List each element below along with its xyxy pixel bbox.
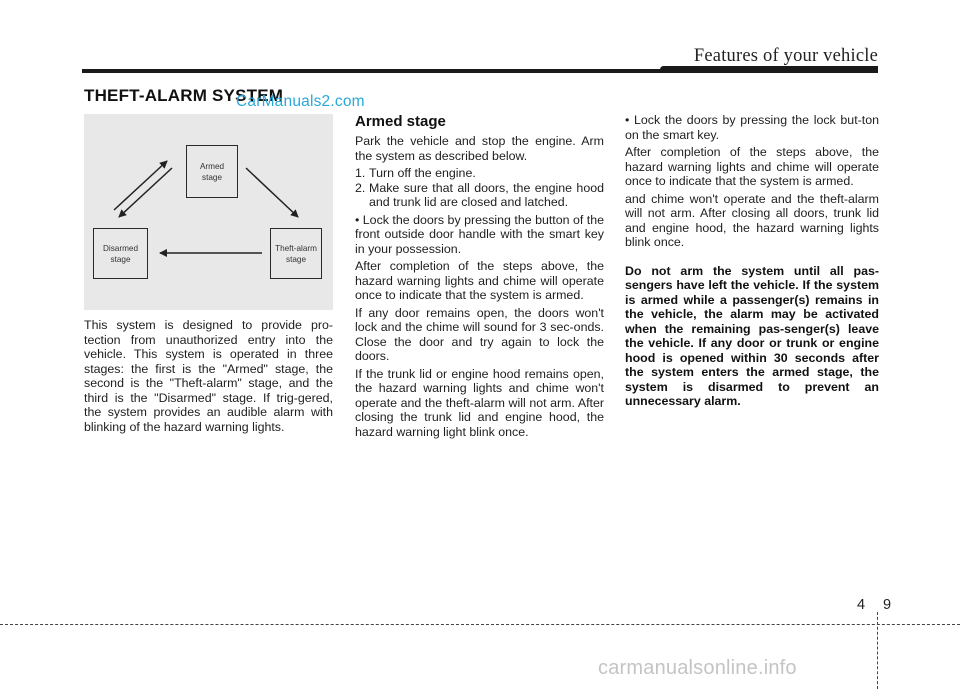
disarmed-stage-box [93,228,148,279]
armed-confirm-paragraph: After completion of the steps above, the hazard warning lights and chime will operate once to indicate that the system is armed. [355,259,604,302]
step-1 [355,166,604,181]
column-3 [625,113,879,412]
disarmed-stage-label-line1: Disarmed [102,243,139,253]
door-open-paragraph: If any door remains open, the doors won't lock and the chime will sound for 3 sec-onds. Close the door and try again to lock the doors. [355,305,604,363]
bullet-lock-smart-key: • Lock the doors by pressing the lock but-ton on the smart key. [625,113,879,142]
step-2-text: Make sure that all doors, the engine hood and trunk lid are closed and latched. [369,180,604,209]
intro-paragraph: This system is designed to provide pro-tection from unauthorized entry into the vehicle. This system is operated in three stages: the first is the "Armed" stage, the second is the "Theft-alarm" stage, and the third is the "Disarmed" stage. If trig-gered, the system provides an audible alarm with blinking of the hazard warning lights. [84,318,333,434]
header-rule-tab [660,66,878,73]
diagram-arrows [84,114,333,310]
trunk-hood-open-paragraph: If the trunk lid or engine hood remains open, the hazard warning lights and chime won't operate and the theft-alarm will not arm. After closing the trunk lid and engine hood, the hazard warning light blink once. [355,366,604,439]
arrow-disarmed-to-armed [114,161,167,210]
step-2-number: 2. [355,180,366,195]
theft-alarm-stage-label-line1: Theft-alarm [275,243,317,253]
disarmed-stage-label-line2: stage [110,254,131,264]
warning-paragraph: Do not arm the system until all pas-sengers have left the vehicle. If the system is armed while a passenger(s) remains in the vehicle, the alarm may be activated when the remaining pas-senger(s) leave the vehicle. If any door or trunk or engine hood is opened within 30 seconds after the system enters the armed stage, the system is disarmed to prevent an unnecessary alarm. [625,263,879,408]
footer-divider [877,612,878,689]
armed-intro-paragraph: Park the vehicle and stop the engine. Arm the system as described below. [355,134,604,163]
footer-rule [0,624,960,625]
arrow-armed-to-theft [246,168,298,217]
step-1-number: 1. [355,166,366,180]
column-2 [355,113,604,442]
armed-stage-heading: Armed stage [355,113,446,130]
armed-stage-box [186,145,238,198]
armed-confirm-paragraph-2: After completion of the steps above, the hazard warning lights and chime will operate once to indicate that the system is armed. [625,145,879,188]
bullet-lock-door-handle: • Lock the doors by pressing the button of the front outside door handle with the smart key in your possession. [355,212,604,256]
step-1-text: Turn off the engine. [369,166,476,180]
step-2 [355,181,604,210]
alarm-stage-diagram [84,114,333,310]
section-title: THEFT-ALARM SYSTEM [84,86,284,105]
watermark-bottom: carmanualsonline.info [598,657,797,679]
chime-paragraph: and chime won't operate and the theft-alarm will not arm. After closing all doors, trunk lid and engine hood, the hazard warning lights blink once. [625,191,879,249]
page-header-title: Features of your vehicle [693,46,878,66]
column-1 [84,318,333,437]
armed-stage-label-line1: Armed [199,161,225,171]
watermark-top: CarManuals2.com [236,93,365,110]
page-number-chapter: 4 [857,597,866,613]
page-number-page: 9 [883,597,892,613]
theft-alarm-stage-box [270,228,322,279]
armed-stage-label-line2: stage [201,172,223,182]
theft-alarm-stage-label-line2: stage [285,254,306,264]
arrow-armed-to-disarmed [119,168,172,217]
